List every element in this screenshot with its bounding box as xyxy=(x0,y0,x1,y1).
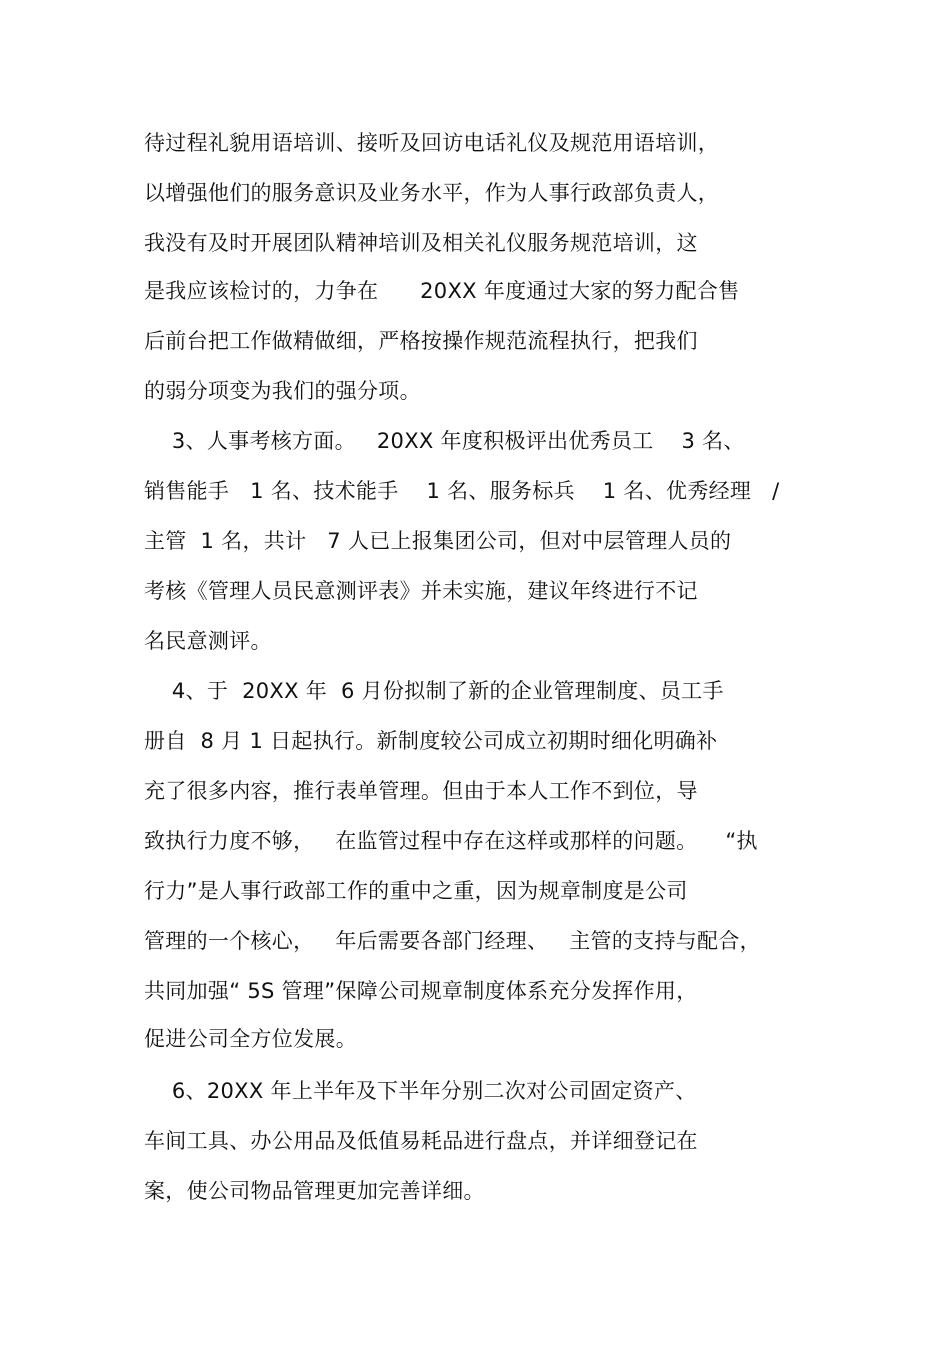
text-line: 主管 1 名，共计 7 人已上报集团公司，但对中层管理人员的 xyxy=(144,529,732,553)
text-line: 后前台把工作做精做细，严格按操作规范流程执行，把我们 xyxy=(144,329,698,353)
text-line: 案，使公司物品管理更加完善详细。 xyxy=(144,1179,485,1203)
text-line: 册自 8 月 1 日起执行。新制度较公司成立初期时细化明确补 xyxy=(144,729,718,753)
text-line: 待过程礼貌用语培训、接听及回访电话礼仪及规范用语培训， xyxy=(144,131,720,155)
text-line: 车间工具、办公用品及低值易耗品进行盘点，并详细登记在 xyxy=(144,1129,698,1153)
text-line: 行力”是人事行政部工作的重中之重，因为规章制度是公司 xyxy=(144,879,688,903)
text-line: 6、20XX 年上半年及下半年分别二次对公司固定资产、 xyxy=(144,1079,697,1103)
text-line: 促进公司全方位发展。 xyxy=(144,1027,357,1051)
text-line: 考核《管理人员民意测评表》并未实施，建议年终进行不记 xyxy=(144,579,698,603)
text-line: 销售能手 1 名、技术能手 1 名、服务标兵 1 名、优秀经理 / xyxy=(144,479,780,503)
text-line: 充了很多内容，推行表单管理。但由于本人工作不到位，导 xyxy=(144,779,698,803)
text-line: 我没有及时开展团队精神培训及相关礼仪服务规范培训，这 xyxy=(144,231,698,255)
text-line: 的弱分项变为我们的强分项。 xyxy=(144,379,421,403)
text-line: 管理的一个核心， 年后需要各部门经理、 主管的支持与配合， xyxy=(144,929,761,953)
text-line: 3、人事考核方面。 20XX 年度积极评出优秀员工 3 名、 xyxy=(144,429,745,453)
text-line: 4、于 20XX 年 6 月份拟制了新的企业管理制度、员工手 xyxy=(144,679,724,703)
text-line: 是我应该检讨的，力争在 20XX 年度通过大家的努力配合售 xyxy=(144,279,740,303)
text-line: 共同加强“ 5S 管理”保障公司规章制度体系充分发挥作用， xyxy=(144,979,698,1003)
text-line: 致执行力度不够， 在监管过程中存在这样或那样的问题。 “执 xyxy=(144,829,758,853)
text-line: 以增强他们的服务意识及业务水平，作为人事行政部负责人， xyxy=(144,181,720,205)
text-line: 名民意测评。 xyxy=(144,629,272,653)
